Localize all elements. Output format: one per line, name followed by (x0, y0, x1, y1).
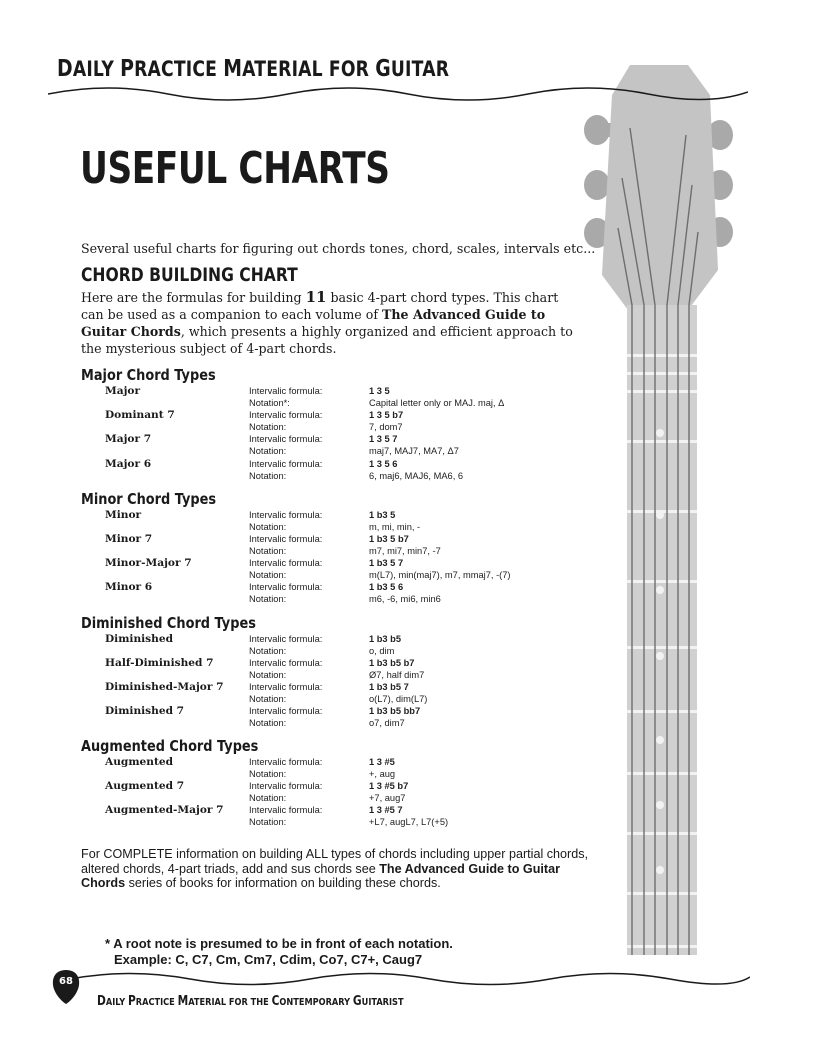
chord-name: Major (105, 385, 141, 397)
chord-name: Major 7 (105, 433, 152, 445)
chord-formula: 1 3 #5 b7 (369, 781, 409, 791)
footer-part: C (271, 994, 280, 1009)
chord-formula: 1 b3 b5 bb7 (369, 706, 421, 716)
chord-name: Augmented 7 (105, 780, 185, 792)
chord-name: Diminished (105, 633, 173, 645)
group-title: Diminished Chord Types (81, 614, 256, 632)
fretboard (627, 305, 697, 955)
footer-part: UITARIST (361, 997, 404, 1008)
formula-label: Intervalic formula: (249, 706, 323, 716)
footer-part: G (352, 994, 362, 1009)
chord-notation: m, mi, min, - (369, 522, 421, 532)
formula-label: Intervalic formula: (249, 459, 323, 469)
formula-label: Intervalic formula: (249, 386, 323, 396)
footnote-example: Example: C, C7, Cm, Cm7, Cdim, Co7, C7+, Caug7 (114, 952, 423, 967)
chord-name: Diminished-Major 7 (105, 681, 224, 693)
chord-formula: 1 b3 5 7 (369, 558, 404, 568)
closing-paragraph (81, 847, 601, 891)
chord-notation: o, dim (369, 646, 395, 656)
chord-name: Minor-Major 7 (105, 557, 192, 569)
chord-row (0, 509, 600, 533)
guitar-pick-icon (52, 969, 80, 1005)
chord-notation: +L7, augL7, L7(+5) (369, 817, 449, 827)
section-body (81, 289, 581, 357)
notation-label: Notation: (249, 769, 287, 779)
header-part: ATERIAL FOR (242, 57, 376, 81)
formula-label: Intervalic formula: (249, 682, 323, 692)
chord-notation: m7, mi7, min7, -7 (369, 546, 441, 556)
intro-text: Several useful charts for figuring out chords tones, chord, scales, intervals etc... (81, 241, 596, 256)
group-title: Augmented Chord Types (81, 737, 259, 755)
footer-part: AILY (105, 997, 128, 1008)
footer-part: D (97, 994, 106, 1009)
chord-row (0, 804, 600, 828)
chord-row (0, 681, 600, 705)
formula-label: Intervalic formula: (249, 534, 323, 544)
chord-formula: 1 b3 5 6 (369, 582, 404, 592)
notation-label: Notation*: (249, 398, 290, 408)
chord-name: Minor 6 (105, 581, 153, 593)
notation-label: Notation: (249, 471, 287, 481)
chord-row (0, 581, 600, 605)
chord-formula: 1 b3 5 (369, 510, 396, 520)
chord-notation: o(L7), dim(L7) (369, 694, 428, 704)
footer-title (97, 994, 404, 1009)
formula-label: Intervalic formula: (249, 805, 323, 815)
chord-notation: 6, maj6, MAJ6, MA6, 6 (369, 471, 464, 481)
chord-name: Augmented-Major 7 (105, 804, 224, 816)
footnote (105, 936, 453, 968)
formula-label: Intervalic formula: (249, 658, 323, 668)
page-number: 68 (59, 976, 73, 987)
chord-name: Augmented (105, 756, 174, 768)
chord-name: Minor (105, 509, 142, 521)
footer-part: M (177, 994, 189, 1009)
formula-label: Intervalic formula: (249, 781, 323, 791)
footer-part: P (127, 994, 136, 1009)
chord-formula: 1 3 5 b7 (369, 410, 404, 420)
chord-notation: Ø7, half dim7 (369, 670, 425, 680)
chord-notation: m6, -6, mi6, min6 (369, 594, 441, 604)
notation-label: Notation: (249, 817, 287, 827)
header-part: UITAR (390, 57, 450, 81)
chord-notation: m(L7), min(maj7), m7, mmaj7, -(7) (369, 570, 511, 580)
chord-row (0, 385, 600, 409)
notation-label: Notation: (249, 793, 287, 803)
chord-name: Major 6 (105, 458, 152, 470)
chord-notation: o7, dim7 (369, 718, 405, 728)
footnote-line: * A root note is presumed to be in front of each notation. (105, 936, 453, 951)
chord-formula: 1 b3 5 b7 (369, 534, 409, 544)
body-text-part: basic 4-part chord types. This chart can be used as a companion to each volume of (81, 290, 559, 322)
chord-row (0, 433, 600, 457)
chord-name: Diminished 7 (105, 705, 185, 717)
page-title: USEFUL CHARTS (80, 143, 390, 194)
chord-type-count: 11 (305, 288, 327, 306)
chord-row (0, 657, 600, 681)
chord-formula: 1 b3 b5 (369, 634, 402, 644)
chord-row (0, 533, 600, 557)
chord-row (0, 633, 600, 657)
formula-label: Intervalic formula: (249, 757, 323, 767)
chord-row (0, 756, 600, 780)
notation-label: Notation: (249, 422, 287, 432)
header-wave-rule (48, 82, 748, 106)
header-part: RACTICE (134, 57, 224, 81)
chord-row (0, 780, 600, 804)
notation-label: Notation: (249, 694, 287, 704)
closing-text-part: series of books for information on building these chords. (125, 876, 441, 890)
group-title: Minor Chord Types (81, 490, 217, 508)
header-title (57, 56, 449, 82)
notation-label: Notation: (249, 594, 287, 604)
formula-label: Intervalic formula: (249, 410, 323, 420)
chord-name: Minor 7 (105, 533, 153, 545)
formula-label: Intervalic formula: (249, 510, 323, 520)
book-title: The Advanced Guide to Guitar Chords (81, 861, 560, 890)
notation-label: Notation: (249, 718, 287, 728)
header-part: G (375, 56, 391, 82)
chord-formula: 1 3 5 (369, 386, 390, 396)
chord-notation: maj7, MAJ7, MA7, Δ7 (369, 446, 459, 456)
formula-label: Intervalic formula: (249, 434, 323, 444)
notation-label: Notation: (249, 546, 287, 556)
chord-formula: 1 3 5 6 (369, 459, 398, 469)
chord-formula: 1 3 #5 7 (369, 805, 403, 815)
chord-row (0, 705, 600, 729)
header-part: AILY (72, 57, 121, 81)
footer-wave-rule (70, 968, 750, 990)
notation-label: Notation: (249, 570, 287, 580)
formula-label: Intervalic formula: (249, 558, 323, 568)
notation-label: Notation: (249, 646, 287, 656)
book-title: The Advanced Guide to Guitar Chords (81, 307, 546, 339)
formula-label: Intervalic formula: (249, 634, 323, 644)
chord-notation: 7, dom7 (369, 422, 403, 432)
chord-notation: +, aug (369, 769, 396, 779)
footer-part: ONTEMPORARY (279, 997, 353, 1008)
body-text-part: Here are the formulas for building (81, 290, 306, 305)
chord-formula: 1 b3 b5 7 (369, 682, 409, 692)
notation-label: Notation: (249, 446, 287, 456)
header-part: M (223, 56, 243, 82)
body-text-part: , which presents a highly organized and efficient approach to the mysterious subject of 4-part chords. (81, 324, 573, 356)
closing-text-part: For COMPLETE information on building ALL types of chords including upper partial chords, altered chords, 4-part triads, add and sus chords see (81, 847, 589, 876)
chord-formula: 1 3 #5 (369, 757, 395, 767)
header-part: D (57, 56, 73, 82)
chord-name: Half-Diminished 7 (105, 657, 214, 669)
chord-notation: Capital letter only or MAJ. maj, Δ (369, 398, 505, 408)
chord-name: Dominant 7 (105, 409, 175, 421)
chord-notation: +7, aug7 (369, 793, 406, 803)
formula-label: Intervalic formula: (249, 582, 323, 592)
chord-formula: 1 3 5 7 (369, 434, 398, 444)
notation-label: Notation: (249, 522, 287, 532)
chord-row (0, 557, 600, 581)
section-title: CHORD BUILDING CHART (81, 264, 298, 286)
header-part: P (120, 56, 135, 82)
chord-formula: 1 b3 b5 b7 (369, 658, 415, 668)
footer-part: RACTICE (135, 997, 178, 1008)
chord-row (0, 409, 600, 433)
chord-row (0, 458, 600, 482)
group-title: Major Chord Types (81, 366, 216, 384)
notation-label: Notation: (249, 670, 287, 680)
footer-part: ATERIAL FOR THE (188, 997, 272, 1008)
